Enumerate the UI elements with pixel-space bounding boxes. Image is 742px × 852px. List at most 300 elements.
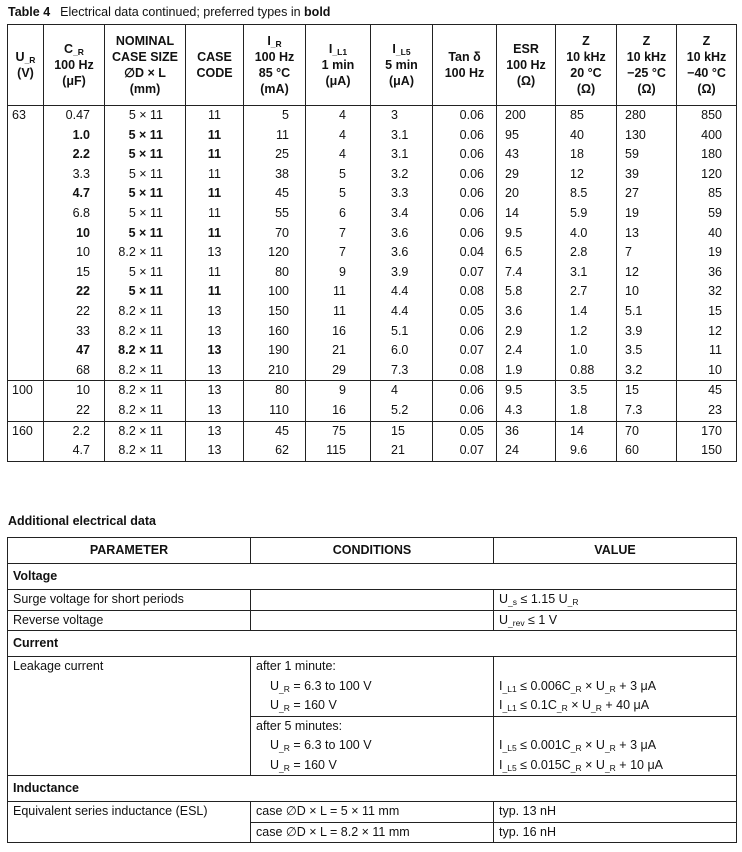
header-line [109, 81, 181, 97]
table-row [8, 243, 737, 263]
table-cell: 6.5 [497, 243, 556, 263]
table-cell: 3.4 [371, 204, 433, 224]
header-line [48, 41, 100, 57]
conditions-cell: case ∅D × L = 8.2 × 11 mm [251, 822, 494, 843]
table-cell: 85 [677, 184, 737, 204]
table-cell: 11 [186, 126, 244, 146]
text-segment: −25 °C [627, 66, 666, 80]
table-cell: 10 [44, 224, 105, 244]
table-cell: 43 [497, 145, 556, 165]
text-segment: (Ω) [516, 74, 536, 88]
table-cell: 0.06 [433, 224, 497, 244]
table-cell: 9 [306, 263, 371, 283]
column-header [371, 25, 433, 106]
text-segment: 100 Hz [444, 66, 485, 80]
table-cell: 29 [306, 361, 371, 381]
table-row [8, 106, 737, 126]
subscript: _R [570, 762, 582, 773]
table-cell: 5 × 11 [105, 165, 186, 185]
text-segment: Z [702, 34, 711, 48]
table-cell: 0.06 [433, 184, 497, 204]
table-cell: 5 [244, 106, 306, 126]
table-row [8, 421, 737, 441]
table-cell: 5 × 11 [105, 282, 186, 302]
text-segment: ≤ 0.1C [516, 698, 557, 712]
section-inductance: Inductance [8, 776, 737, 802]
condition-heading: after 5 minutes: [256, 718, 343, 733]
table-cell: 3.2 [371, 165, 433, 185]
table-cell: 62 [244, 441, 306, 461]
electrical-data-table [7, 24, 737, 462]
table-cell: 11 [186, 224, 244, 244]
table-cell: 8.2 × 11 [105, 243, 186, 263]
table-cell: 0.04 [433, 243, 497, 263]
header-line [12, 65, 39, 81]
text-segment: (μA) [325, 74, 351, 88]
table-cell: 80 [244, 263, 306, 283]
rated-voltage-cell: 100 [8, 381, 44, 421]
table-cell: 0.05 [433, 421, 497, 441]
column-header [677, 25, 737, 106]
text-segment: 85 °C [258, 66, 291, 80]
table-row [8, 381, 737, 401]
conditions-cell [251, 610, 494, 631]
header-line [501, 73, 551, 89]
section-row [8, 564, 737, 590]
column-header [186, 25, 244, 106]
table-cell: 120 [677, 165, 737, 185]
table-cell: 23 [677, 401, 737, 421]
table-cell: 5.9 [556, 204, 617, 224]
text-segment: ≤ 0.006C [516, 678, 571, 693]
table-row [8, 590, 737, 611]
text-segment: Tan δ [448, 50, 481, 64]
text-segment: U [499, 612, 509, 627]
header-line [560, 81, 612, 97]
subscript: _R [570, 683, 582, 694]
subscript: _R [556, 703, 568, 713]
section-row [8, 776, 737, 802]
table-cell: 8.2 × 11 [105, 302, 186, 322]
table-cell: 10 [677, 361, 737, 381]
table-cell: 12 [677, 322, 737, 342]
table-cell: 3.6 [371, 243, 433, 263]
table-cell: 0.06 [433, 381, 497, 401]
text-segment: (Ω) [697, 82, 716, 96]
table-cell: 13 [186, 441, 244, 461]
table-cell: 70 [617, 421, 677, 441]
column-header [617, 25, 677, 106]
header-line [190, 49, 239, 65]
text-segment: U [270, 698, 280, 712]
subscript: _R [604, 683, 616, 694]
table-cell: 180 [677, 145, 737, 165]
rated-voltage-cell: 63 [8, 106, 44, 381]
table-cell: 1.4 [556, 302, 617, 322]
table-cell: 7.4 [497, 263, 556, 283]
table-cell: 15 [44, 263, 105, 283]
subscript: _R [279, 762, 290, 773]
value-cell [494, 716, 737, 776]
column-header: PARAMETER [8, 538, 251, 564]
table-cell: 59 [617, 145, 677, 165]
table-cell: 8.2 × 11 [105, 421, 186, 441]
subscript: _L1 [502, 703, 517, 713]
header-line [681, 49, 732, 65]
table-cell: 20 [497, 184, 556, 204]
table-cell: 22 [44, 282, 105, 302]
table-cell: 110 [244, 401, 306, 421]
table-cell: 3 [371, 106, 433, 126]
table-cell: 4.7 [44, 184, 105, 204]
value-spacer [499, 657, 731, 677]
value-cell: typ. 13 nH [494, 802, 737, 823]
table-cell: 10 [617, 282, 677, 302]
table-cell: 2.2 [44, 421, 105, 441]
value-spacer [499, 717, 731, 737]
table-cell: 16 [306, 401, 371, 421]
table-cell: 45 [677, 381, 737, 401]
text-segment: Z [582, 34, 590, 48]
table-cell: 150 [244, 302, 306, 322]
table-cell: 8.2 × 11 [105, 341, 186, 361]
table-cell: 9.6 [556, 441, 617, 461]
subscript: _R [279, 703, 290, 713]
table-cell: 33 [44, 322, 105, 342]
text-segment: + 10 μA [615, 757, 663, 772]
section-row [8, 631, 737, 657]
header-line [109, 49, 181, 65]
header-line [375, 73, 428, 89]
parameter-cell: Surge voltage for short periods [8, 590, 251, 611]
text-segment: × U [581, 678, 605, 693]
text-segment: (Ω) [637, 82, 656, 96]
table-cell: 4 [371, 381, 433, 401]
table-cell: 15 [371, 421, 433, 441]
table-cell: 70 [244, 224, 306, 244]
value-line [499, 696, 731, 716]
table-cell: 80 [244, 381, 306, 401]
table-cell: 11 [186, 145, 244, 165]
table-cell: 4.7 [44, 441, 105, 461]
table-cell: 13 [186, 243, 244, 263]
header-line [501, 57, 551, 73]
header-line [621, 49, 672, 65]
table-cell: 1.9 [497, 361, 556, 381]
table-cell: 59 [677, 204, 737, 224]
additional-data-table [7, 537, 737, 843]
table-cell: 11 [186, 282, 244, 302]
text-segment: 100 Hz [254, 50, 295, 64]
header-line [248, 81, 301, 97]
header-line [501, 41, 551, 57]
table-cell: 3.9 [617, 322, 677, 342]
table-cell: 12 [556, 165, 617, 185]
text-segment: U [15, 50, 25, 64]
text-segment: CASE [197, 50, 232, 64]
header-line [248, 33, 301, 49]
header-line [621, 81, 672, 97]
table-cell: 400 [677, 126, 737, 146]
table-cell: 9.5 [497, 381, 556, 401]
table-cell: 2.7 [556, 282, 617, 302]
table-cell: 16 [306, 322, 371, 342]
text-segment: + 3 μA [615, 678, 657, 693]
table-cell: 0.06 [433, 204, 497, 224]
table-cell: 3.2 [617, 361, 677, 381]
column-header [433, 25, 497, 106]
text-segment: ∅D × L [124, 66, 166, 80]
table-cell: 11 [186, 184, 244, 204]
table-cell: 95 [497, 126, 556, 146]
header-line [190, 65, 239, 81]
value-cell: typ. 16 nH [494, 822, 737, 843]
table-cell: 0.07 [433, 263, 497, 283]
table-cell: 15 [617, 381, 677, 401]
text-segment: 10 kHz [626, 50, 667, 64]
table-cell: 25 [244, 145, 306, 165]
text-segment: (Ω) [576, 82, 596, 96]
table-cell: 13 [186, 341, 244, 361]
table-row [8, 322, 737, 342]
text-segment: CODE [196, 66, 233, 80]
text-segment: × U [567, 698, 592, 712]
table-cell: 0.06 [433, 322, 497, 342]
table-cell: 0.07 [433, 441, 497, 461]
table-cell: 5 [306, 184, 371, 204]
subscript: _L5 [395, 47, 411, 57]
text-segment: = 160 V [289, 757, 337, 772]
header-line [560, 65, 612, 81]
text-segment: 1 min [321, 58, 355, 72]
table-cell: 75 [306, 421, 371, 441]
table-cell: 200 [497, 106, 556, 126]
table-cell: 21 [306, 341, 371, 361]
table-cell: 4 [306, 106, 371, 126]
table-cell: 5.2 [371, 401, 433, 421]
table-cell: 36 [497, 421, 556, 441]
table-row [8, 802, 737, 823]
subscript: _L5 [502, 762, 517, 773]
text-segment: ≤ 1 V [524, 612, 558, 627]
table-cell: 115 [306, 441, 371, 461]
table-cell: 6.8 [44, 204, 105, 224]
table-cell: 21 [371, 441, 433, 461]
table-cell: 3.5 [617, 341, 677, 361]
table-cell: 130 [617, 126, 677, 146]
table-cell: 8.2 × 11 [105, 441, 186, 461]
table-cell: 120 [244, 243, 306, 263]
text-segment: 5 min [385, 58, 418, 72]
condition-line [256, 736, 488, 756]
table-cell: 4.4 [371, 282, 433, 302]
table-cell: 55 [244, 204, 306, 224]
header-line [248, 65, 301, 81]
table-row [8, 184, 737, 204]
table-cell: 13 [617, 224, 677, 244]
column-header [8, 25, 44, 106]
table-cell: 210 [244, 361, 306, 381]
text-segment: 100 Hz [54, 58, 94, 72]
table-cell: 22 [44, 302, 105, 322]
table-cell: 12 [617, 263, 677, 283]
text-segment: ESR [513, 42, 539, 56]
text-segment: I [499, 738, 503, 752]
header-line [681, 33, 732, 49]
table-cell: 11 [186, 165, 244, 185]
table-cell: 11 [306, 302, 371, 322]
table-cell: 150 [677, 441, 737, 461]
subscript: _R [604, 762, 616, 773]
table-cell: 5 × 11 [105, 145, 186, 165]
table-row [8, 165, 737, 185]
table-cell: 11 [306, 282, 371, 302]
column-header [556, 25, 617, 106]
table-cell: 18 [556, 145, 617, 165]
text-segment: = 6.3 to 100 V [289, 738, 372, 752]
table-cell: 7 [306, 224, 371, 244]
table-row [8, 361, 737, 381]
table-cell: 0.06 [433, 401, 497, 421]
subscript: _R [73, 47, 84, 57]
table-cell: 68 [44, 361, 105, 381]
table-cell: 3.6 [497, 302, 556, 322]
table-cell: 160 [244, 322, 306, 342]
table-cell: 11 [677, 341, 737, 361]
condition-line [256, 696, 488, 716]
condition-line [256, 677, 488, 697]
table-cell: 5 × 11 [105, 126, 186, 146]
text-segment: I [328, 42, 333, 56]
table-cell: 4 [306, 126, 371, 146]
table-cell: 0.06 [433, 126, 497, 146]
table-row [8, 126, 737, 146]
table-cell: 29 [497, 165, 556, 185]
table-cell: 3.1 [556, 263, 617, 283]
table-cell: 5.8 [497, 282, 556, 302]
column-header [244, 25, 306, 106]
text-segment: (V) [17, 66, 34, 80]
table-cell: 0.08 [433, 361, 497, 381]
table-cell: 850 [677, 106, 737, 126]
header-line [310, 41, 366, 57]
table-cell: 3.6 [371, 224, 433, 244]
section-current: Current [8, 631, 737, 657]
table-cell: 39 [617, 165, 677, 185]
condition-heading: after 1 minute: [256, 659, 336, 673]
column-header: VALUE [494, 538, 737, 564]
text-segment: ≤ 1.15 U [517, 592, 568, 606]
table-cell: 0.05 [433, 302, 497, 322]
header-line [375, 57, 428, 73]
table-cell: 3.3 [44, 165, 105, 185]
table-caption [8, 5, 340, 19]
table-cell: 3.9 [371, 263, 433, 283]
table-cell: 5 × 11 [105, 184, 186, 204]
value-line [499, 677, 731, 697]
conditions-cell [251, 590, 494, 611]
condition-line [256, 756, 488, 776]
column-header: CONDITIONS [251, 538, 494, 564]
header-line [109, 65, 181, 81]
parameter-cell: Leakage current [8, 657, 251, 776]
text-segment: 10 kHz [566, 50, 606, 64]
table-cell: 2.8 [556, 243, 617, 263]
table-row [8, 263, 737, 283]
table-cell: 7 [306, 243, 371, 263]
table-cell: 13 [186, 401, 244, 421]
table-cell: 8.2 × 11 [105, 361, 186, 381]
table-cell: 9 [306, 381, 371, 401]
table-cell: 15 [677, 302, 737, 322]
table-cell: 4 [306, 145, 371, 165]
text-segment: I [499, 698, 503, 712]
text-segment: −40 °C [687, 66, 726, 80]
parameter-cell: Reverse voltage [8, 610, 251, 631]
table-cell: 45 [244, 184, 306, 204]
table-cell: 24 [497, 441, 556, 461]
table-cell: 5 × 11 [105, 204, 186, 224]
value-cell [494, 610, 737, 631]
subscript: _R [24, 55, 36, 65]
text-segment: Z [642, 34, 651, 48]
value-cell [494, 657, 737, 717]
table-cell: 13 [186, 421, 244, 441]
table-cell: 85 [556, 106, 617, 126]
table-cell: 32 [677, 282, 737, 302]
table-cell: 0.07 [433, 341, 497, 361]
text-segment: U [270, 757, 280, 772]
table-cell: 190 [244, 341, 306, 361]
text-segment: × U [581, 738, 605, 752]
conditions-cell [251, 657, 494, 717]
table-cell: 2.9 [497, 322, 556, 342]
table-cell: 7.3 [371, 361, 433, 381]
table-cell: 4.3 [497, 401, 556, 421]
subscript: _L1 [332, 47, 348, 57]
value-line [499, 756, 731, 776]
subscript: _R [570, 743, 582, 753]
text-segment: I [392, 42, 396, 56]
subscript: _R [591, 703, 602, 713]
text-segment: ≤ 0.015C [516, 757, 571, 772]
text-segment: I [267, 34, 271, 48]
table-cell: 5 [306, 165, 371, 185]
table-cell: 45 [244, 421, 306, 441]
subscript: _s [508, 597, 518, 607]
table-cell: 280 [617, 106, 677, 126]
subscript: _R [567, 597, 579, 607]
text-segment: (mA) [260, 82, 289, 96]
header-line [681, 65, 732, 81]
header-line [437, 49, 492, 65]
table-cell: 13 [186, 322, 244, 342]
table-header-row [8, 538, 737, 564]
table-cell: 0.06 [433, 165, 497, 185]
table-cell: 19 [677, 243, 737, 263]
subscript: _R [279, 683, 290, 694]
table-cell: 7 [617, 243, 677, 263]
table-cell: 0.47 [44, 106, 105, 126]
table-cell: 5 × 11 [105, 224, 186, 244]
header-line [681, 81, 732, 97]
table-cell: 170 [677, 421, 737, 441]
caption-text: Electrical data continued; preferred types in [60, 5, 305, 19]
caption-bold-word: bold [304, 5, 331, 19]
table-cell: 4.4 [371, 302, 433, 322]
table-cell: 6.0 [371, 341, 433, 361]
column-header [44, 25, 105, 106]
